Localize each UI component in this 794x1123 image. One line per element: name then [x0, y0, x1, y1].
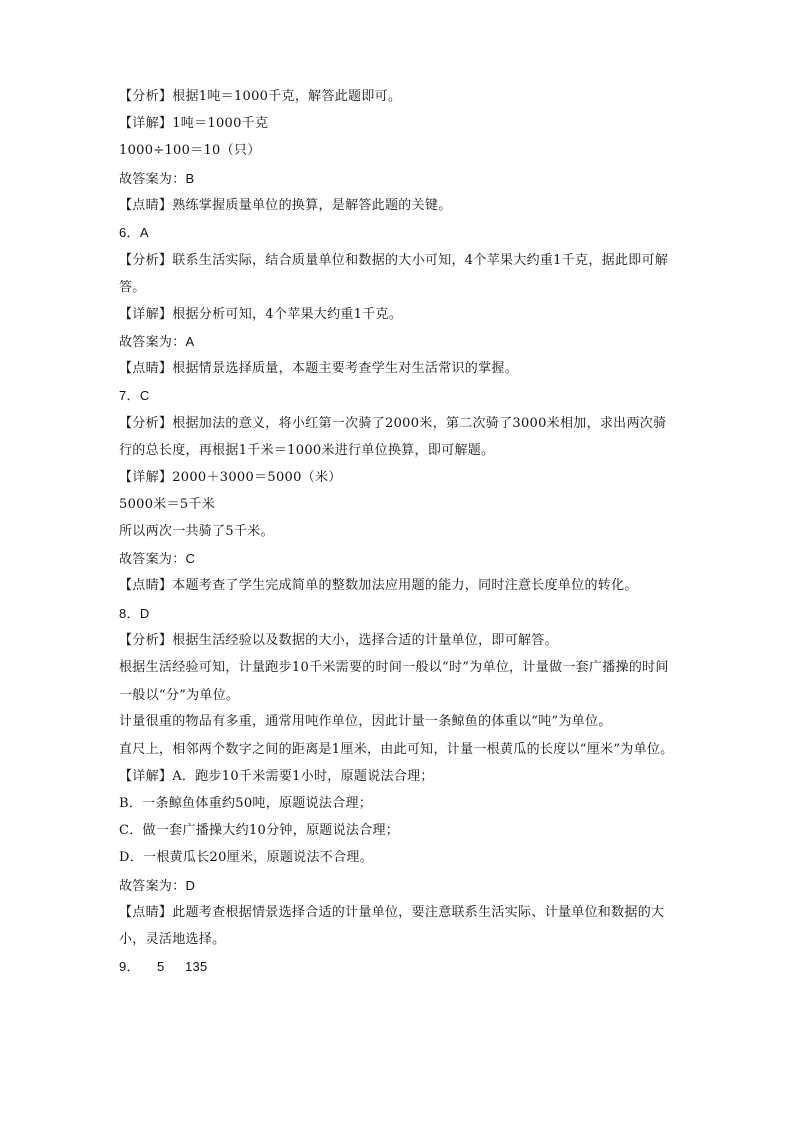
question-number-6: 6．A [119, 224, 149, 240]
detail-line-6: 【详解】根据分析可知，4个苹果大约重1千克。 [119, 306, 403, 322]
analysis-line-6: 【分析】联系生活实际，结合质量单位和数据的大小可知，4个苹果大约重1千克，据此即可解答。 [119, 252, 669, 295]
answer-line-7: 故答案为：C [119, 551, 196, 567]
q9-blank-1: 5 [157, 959, 165, 975]
answer-line-5: 故答案为：B [119, 170, 195, 186]
tip-line-5: 【点睛】熟练掌握质量单位的换算，是解答此题的关键。 [119, 197, 452, 213]
text-line-3: 1000÷100＝10（只） [119, 143, 261, 159]
detail-line-8b: B．一条鲸鱼体重约50吨，原题说法合理； [119, 795, 373, 811]
detail-line-7b: 5000米＝5千米 [119, 496, 216, 512]
detail-line-8d: D．一根黄瓜长20厘米，原题说法不合理。 [119, 850, 373, 866]
text-line-2: 【详解】1吨＝1000千克 [119, 116, 269, 132]
analysis-line-7: 【分析】根据加法的意义，将小红第一次骑了2000米，第二次骑了3000米相加，求出两次骑行的总长度，再根据1千米＝1000米进行单位换算，即可解题。 [119, 415, 667, 458]
answer-line-6: 故答案为：A [119, 333, 195, 349]
question-number-8: 8．D [119, 605, 150, 621]
tip-line-8: 【点睛】此题考查根据情景选择合适的计量单位，要注意联系生活实际、计量单位和数据的大小，灵活地选择。 [119, 905, 665, 948]
analysis-line-8: 【分析】根据生活经验以及数据的大小，选择合适的计量单位，即可解答。 [119, 632, 558, 648]
q9-blank-2: 135 [185, 959, 208, 975]
detail-line-7: 【详解】2000＋3000＝5000（米） [119, 469, 342, 485]
detail-line-8c: C．做一套广播操大约10分钟，原题说法合理； [119, 823, 400, 839]
detail-line-8a: 【详解】A．跑步10千米需要1小时，原题说法合理； [119, 768, 434, 784]
answer-line-8: 故答案为：D [119, 877, 196, 893]
analysis-line-8c: 计量很重的物品有多重，通常用吨作单位，因此计量一条鲸鱼的体重以“吨”为单位。 [119, 714, 612, 730]
text-line-1: 【分析】根据1吨＝1000千克，解答此题即可。 [119, 89, 402, 104]
question-number-9: 9． [119, 959, 140, 975]
detail-line-7c: 所以两次一共骑了5千米。 [119, 524, 274, 540]
question-9-line [119, 958, 679, 985]
tip-line-6: 【点睛】根据情景选择质量，本题主要考查学生对生活常识的掌握。 [119, 360, 519, 376]
question-number-7: 7．C [119, 388, 150, 404]
tip-line-7: 【点睛】本题考查了学生完成简单的整数加法应用题的能力，同时注意长度单位的转化。 [119, 578, 638, 594]
document-page [119, 88, 679, 985]
analysis-line-8b: 根据生活经验可知，计量跑步10千米需要的时间一般以“时”为单位，计量做一套广播操的时间一般以“分”为单位。 [119, 660, 669, 703]
analysis-line-8d: 直尺上，相邻两个数字之间的距离是1厘米，由此可知，计量一根黄瓜的长度以“厘米”为单位。 [119, 742, 674, 757]
